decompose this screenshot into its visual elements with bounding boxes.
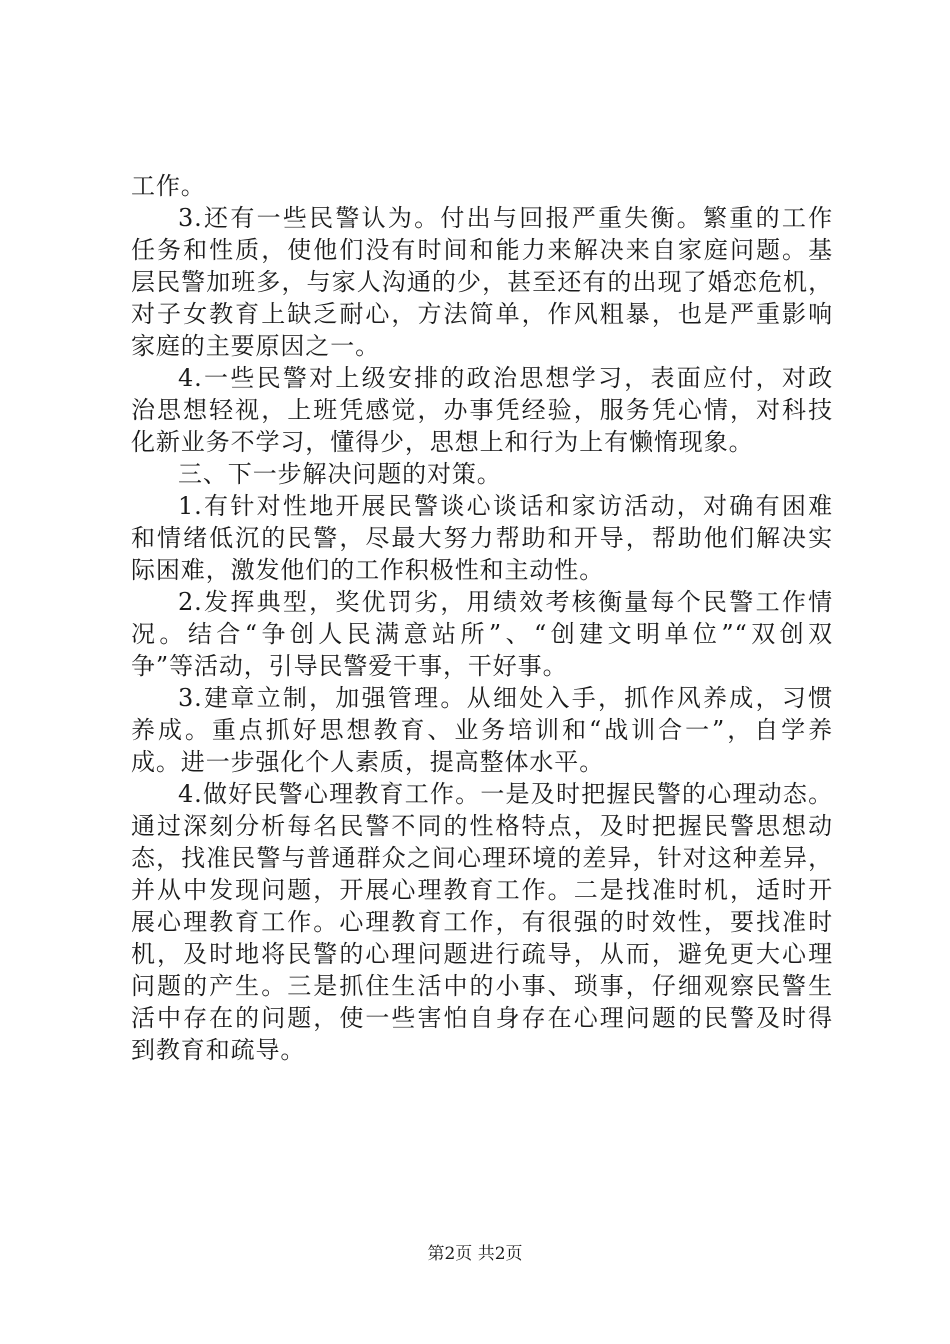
text-line: 4.做好民警心理教育工作。一是及时把握民警的心理动态。 — [178, 780, 833, 808]
text-line: 机，及时地将民警的心理问题进行疏导，从而，避免更大心理 — [131, 940, 833, 968]
text-line: 问题的产生。三是抓住生活中的小事、琐事，仔细观察民警生 — [131, 972, 833, 1000]
section-heading: 三、下一步解决问题的对策。 — [178, 460, 502, 488]
text-line: 并从中发现问题，开展心理教育工作。二是找准时机，适时开 — [131, 876, 833, 904]
text-line: 3.还有一些民警认为。付出与回报严重失衡。繁重的工作 — [178, 204, 833, 232]
page-number-footer: 第2页 共2页 — [427, 1244, 523, 1264]
text-line: 家庭的主要原因之一。 — [131, 332, 380, 360]
text-line: 和情绪低沉的民警，尽最大努力帮助和开导，帮助他们解决实 — [131, 524, 833, 552]
text-line: 4.一些民警对上级安排的政治思想学习，表面应付，对政 — [178, 364, 833, 392]
text-line: 养成。重点抓好思想教育、业务培训和“战训合一”，自学养 — [131, 716, 833, 744]
text-line: 展心理教育工作。心理教育工作，有很强的时效性，要找准时 — [131, 908, 833, 936]
text-line: 化新业务不学习，懂得少，思想上和行为上有懒惰现象。 — [131, 428, 754, 456]
text-line: 1.有针对性地开展民警谈心谈话和家访活动，对确有困难 — [178, 492, 833, 520]
text-line: 通过深刻分析每名民警不同的性格特点，及时把握民警思想动 — [131, 812, 833, 840]
text-line: 活中存在的问题，使一些害怕自身存在心理问题的民警及时得 — [131, 1004, 833, 1032]
text-line: 2.发挥典型，奖优罚劣，用绩效考核衡量每个民警工作情 — [178, 588, 833, 616]
text-line: 工作。 — [131, 172, 206, 200]
text-line: 任务和性质，使他们没有时间和能力来解决来自家庭问题。基 — [131, 236, 833, 264]
text-line: 成。进一步强化个人素质，提高整体水平。 — [131, 748, 605, 776]
text-line: 对子女教育上缺乏耐心，方法简单，作风粗暴，也是严重影响 — [131, 300, 833, 328]
text-line: 况。结合“争创人民满意站所”、“创建文明单位”“双创双 — [131, 620, 833, 648]
text-line: 治思想轻视，上班凭感觉，办事凭经验，服务凭心情，对科技 — [131, 396, 833, 424]
text-line: 态，找准民警与普通群众之间心理环境的差异，针对这种差异， — [131, 844, 833, 872]
text-line: 际困难，激发他们的工作积极性和主动性。 — [131, 556, 605, 584]
text-line: 到教育和疏导。 — [131, 1036, 306, 1064]
text-line: 3.建章立制，加强管理。从细处入手，抓作风养成，习惯 — [178, 684, 833, 712]
text-line: 争”等活动，引导民警爱干事，干好事。 — [131, 652, 568, 680]
text-line: 层民警加班多，与家人沟通的少，甚至还有的出现了婚恋危机， — [131, 268, 833, 296]
document-body — [131, 170, 833, 1066]
